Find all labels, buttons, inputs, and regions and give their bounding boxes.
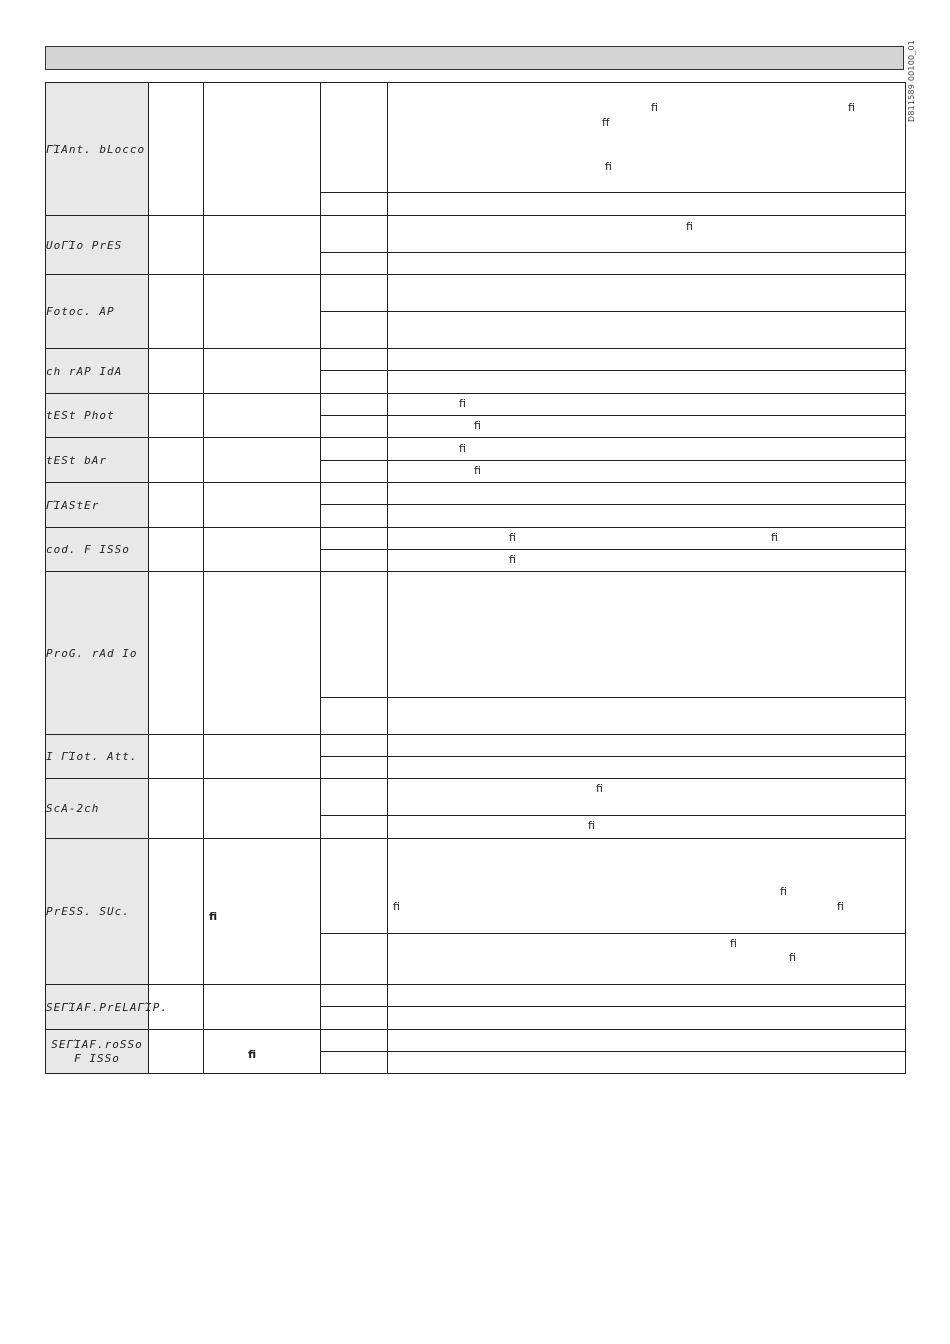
table-row <box>46 275 906 312</box>
table-cell <box>149 528 204 572</box>
table-cell <box>204 438 321 483</box>
table-row <box>46 216 906 253</box>
parameter-name: Fotoc. AP <box>46 275 149 349</box>
table-cell <box>321 349 388 371</box>
table-cell <box>321 1007 388 1030</box>
table-cell <box>321 985 388 1007</box>
description-cell <box>388 528 906 550</box>
table-cell <box>149 83 204 216</box>
table-cell <box>149 572 204 735</box>
table-cell <box>204 779 321 839</box>
table-cell <box>321 461 388 483</box>
ligature-glyph: fi <box>588 819 595 832</box>
table-cell <box>149 275 204 349</box>
table-cell <box>321 698 388 735</box>
description-cell <box>388 349 906 371</box>
parameter-name-line: F ISSo <box>74 1051 120 1065</box>
description-cell <box>388 550 906 572</box>
table-cell <box>204 528 321 572</box>
table-cell <box>204 349 321 394</box>
parameter-name: SEΓΊAF.PrELAΓΊP. <box>46 985 149 1030</box>
table-cell <box>149 735 204 779</box>
table-cell <box>321 934 388 985</box>
table-cell <box>321 1030 388 1052</box>
table-cell <box>321 839 388 934</box>
table-cell <box>321 505 388 528</box>
description-cell <box>388 1007 906 1030</box>
table-cell <box>149 1030 204 1074</box>
description-cell <box>388 698 906 735</box>
table-cell <box>204 275 321 349</box>
table-cell <box>204 83 321 216</box>
description-cell <box>388 83 906 193</box>
table-cell <box>204 216 321 275</box>
table-cell <box>321 216 388 253</box>
table-cell <box>321 394 388 416</box>
table-cell <box>321 275 388 312</box>
table-cell <box>321 253 388 275</box>
table-cell <box>149 438 204 483</box>
table-cell <box>321 483 388 505</box>
table-cell <box>321 572 388 698</box>
document-code: D811589 00100_01 <box>907 39 916 122</box>
description-cell <box>388 735 906 757</box>
parameter-name: I ΓΊot. Att. <box>46 735 149 779</box>
table-row <box>46 528 906 550</box>
table-cell <box>149 216 204 275</box>
ligature-glyph: fi <box>209 910 218 923</box>
ligature-glyph: ff <box>602 116 610 129</box>
ligature-glyph: fi <box>509 553 516 566</box>
description-cell <box>388 394 906 416</box>
parameters-table <box>45 82 906 1074</box>
parameter-name: cod. F ISSo <box>46 528 149 572</box>
ligature-glyph: fi <box>848 101 855 114</box>
ligature-glyph: fi <box>605 160 612 173</box>
table-cell <box>321 757 388 779</box>
ligature-glyph: fi <box>248 1048 257 1061</box>
description-cell <box>388 985 906 1007</box>
table-cell <box>149 985 204 1030</box>
description-cell <box>388 371 906 394</box>
table-cell <box>321 371 388 394</box>
description-cell <box>388 461 906 483</box>
description-cell <box>388 1052 906 1074</box>
table-row <box>46 438 906 461</box>
description-cell <box>388 757 906 779</box>
table-cell <box>204 1030 321 1074</box>
table-cell <box>204 735 321 779</box>
ligature-glyph: fi <box>780 885 787 898</box>
description-cell <box>388 253 906 275</box>
ligature-glyph: fi <box>459 397 466 410</box>
table-cell <box>204 985 321 1030</box>
table-row <box>46 483 906 505</box>
parameter-name <box>46 1030 149 1074</box>
description-cell <box>388 193 906 216</box>
description-cell <box>388 438 906 461</box>
table-cell <box>321 528 388 550</box>
table-cell <box>149 839 204 985</box>
table-cell <box>321 1052 388 1074</box>
table-cell <box>149 483 204 528</box>
table-row <box>46 572 906 698</box>
parameter-name: ΓΊAStEr <box>46 483 149 528</box>
table-cell <box>149 349 204 394</box>
table-cell <box>149 779 204 839</box>
description-cell <box>388 312 906 349</box>
ligature-glyph: fi <box>459 442 466 455</box>
table-cell <box>321 193 388 216</box>
parameter-name-line: SEΓΊAF.roSSo <box>51 1037 143 1051</box>
parameter-name: ch rAP IdA <box>46 349 149 394</box>
table-cell <box>204 394 321 438</box>
table-cell <box>321 312 388 349</box>
table-row <box>46 735 906 757</box>
parameter-name: ΓΊAnt. bLocco <box>46 83 149 216</box>
ligature-glyph: fi <box>837 900 844 913</box>
parameter-name: tESt Phot <box>46 394 149 438</box>
description-cell <box>388 839 906 934</box>
ligature-glyph: fi <box>596 782 603 795</box>
ligature-glyph: fi <box>651 101 658 114</box>
table-cell <box>321 550 388 572</box>
description-cell <box>388 572 906 698</box>
section-header-bar <box>45 46 904 70</box>
ligature-glyph: fi <box>789 951 796 964</box>
ligature-glyph: fi <box>474 419 481 432</box>
table-row <box>46 394 906 416</box>
parameter-name: tESt bAr <box>46 438 149 483</box>
parameter-name: ScA-2ch <box>46 779 149 839</box>
description-cell <box>388 1030 906 1052</box>
table-row <box>46 1030 906 1052</box>
ligature-glyph: fi <box>474 464 481 477</box>
description-cell <box>388 416 906 438</box>
ligature-glyph: fi <box>771 531 778 544</box>
table-row <box>46 985 906 1007</box>
description-cell <box>388 216 906 253</box>
description-cell <box>388 275 906 312</box>
ligature-glyph: fi <box>730 937 737 950</box>
ligature-glyph: fi <box>509 531 516 544</box>
description-cell <box>388 934 906 985</box>
table-row <box>46 83 906 193</box>
table-cell <box>321 735 388 757</box>
table-row <box>46 349 906 371</box>
description-cell <box>388 505 906 528</box>
ligature-glyph: fi <box>686 220 693 233</box>
parameter-name: ProG. rAd Io <box>46 572 149 735</box>
table-cell <box>204 572 321 735</box>
table-cell <box>149 394 204 438</box>
table-cell <box>204 839 321 985</box>
table-cell <box>204 483 321 528</box>
description-cell <box>388 816 906 839</box>
parameter-name: PrESS. SUc. <box>46 839 149 985</box>
ligature-glyph: fi <box>393 900 400 913</box>
table-cell <box>321 816 388 839</box>
table-cell <box>321 83 388 193</box>
description-cell <box>388 483 906 505</box>
description-cell <box>388 779 906 816</box>
table-row <box>46 779 906 816</box>
table-cell <box>321 416 388 438</box>
table-row <box>46 839 906 934</box>
parameter-name: UoΓΊo PrES <box>46 216 149 275</box>
table-cell <box>321 438 388 461</box>
table-cell <box>321 779 388 816</box>
